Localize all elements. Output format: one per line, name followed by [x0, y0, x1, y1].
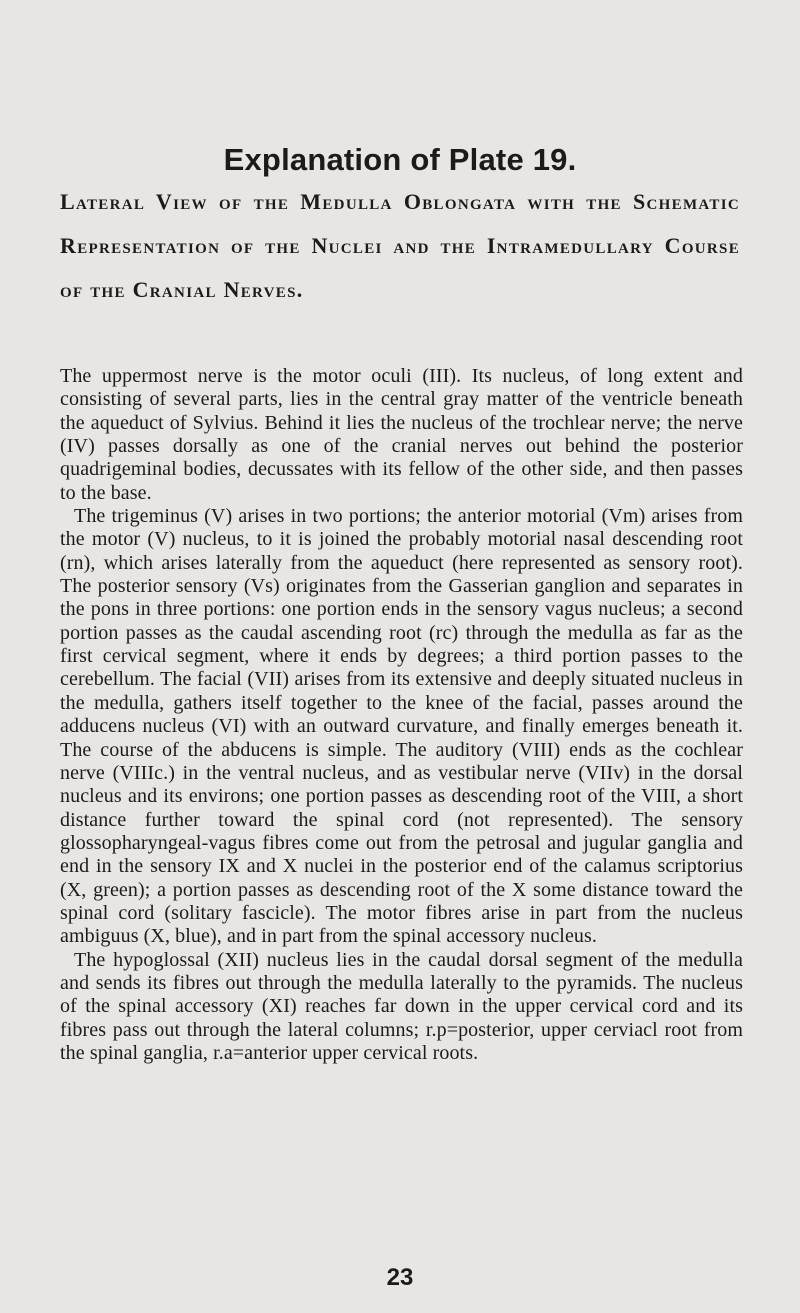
paragraph: The trigeminus (V) arises in two portions; the anterior motorial (Vm) arises from the motor (V) nucleus, to it is joined the probably motorial nasal descending root (rn), which arises laterally from the aqueduct (here represented as sensory root). The posterior sensory (Vs) originates from the Gasserian ganglion and separates in the pons in three portions: one portion ends in the sensory vagus nucleus; a second portion passes as the caudal ascending root (rc) through the medulla as far as the first cervical segment, where it ends by degrees; a third portion passes to the cerebellum. The facial (VII) arises from its extensive and deeply situated nucleus in the medulla, gathers itself together to the knee of the facial, passes around the adducens nucleus (VI) with an outward curvature, and finally emerges beneath it. The course of the abducens is simple. The auditory (VIII) ends as the cochlear nerve (VIIIc.) in the ventral nucleus, and as vestibular nerve (VIIv) in the dorsal nucleus and its environs; one portion passes as descending root of the VIII, a short distance further toward the spinal cord (not represented). The sensory glossopharyngeal-vagus fibres come out from the petrosal and jugular ganglia and end in the sensory IX and X nuclei in the posterior end of the calamus scriptorius (X, green); a portion passes as descending root of the X some distance toward the spinal cord (solitary fascicle). The motor fibres arise in part from the nucleus ambiguus (X, blue), and in part from the spinal accessory nucleus. [60, 505, 743, 948]
page-number: 23 [386, 1264, 414, 1291]
body-text [60, 365, 743, 1065]
page-title: Explanation of Plate 19. [223, 142, 577, 177]
plate-subtitle: Lateral View of the Medulla Oblongata with the Schematic Representation of the Nuclei and the Intramedullary Course of the Cranial Nerves. [60, 189, 740, 302]
paragraph: The hypoglossal (XII) nucleus lies in the caudal dorsal segment of the medulla and sends its fibres out through the medulla laterally to the pyramids. The nucleus of the spinal accessory (XI) reaches far down in the upper cervical cord and its fibres pass out through the lateral columns; r.p=posterior, upper cerviacl root from the spinal ganglia, r.a=anterior upper cervical roots. [60, 948, 743, 1064]
paragraph: The uppermost nerve is the motor oculi (III). Its nucleus, of long extent and consisting of several parts, lies in the central gray matter of the ventricle beneath the aqueduct of Sylvius. Behind it lies the nucleus of the trochlear nerve; the nerve (IV) passes dorsally as one of the cranial nerves out behind the posterior quadrigeminal bodies, decussates with its fellow of the other side, and then passes to the base. [60, 365, 743, 504]
